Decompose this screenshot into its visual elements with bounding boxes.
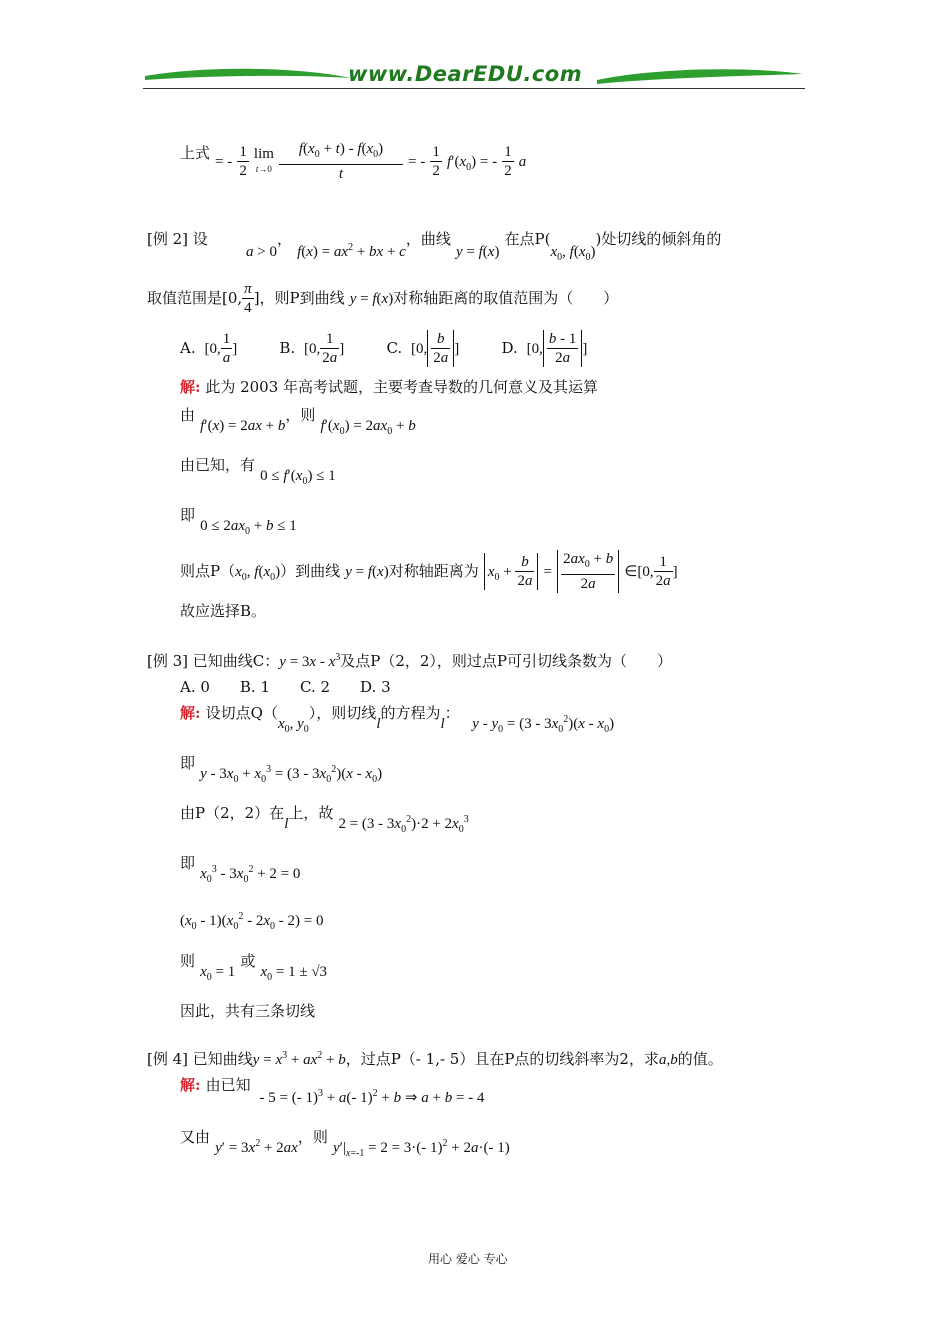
example-3-options[interactable]: A. 0 B. 1 C. 2 D. 3 (180, 678, 391, 696)
example-3-conclusion: 因此，共有三条切线 (180, 1002, 316, 1020)
example-2-answer: 故应选择B。 (180, 602, 267, 620)
example-2-solution-intro: 解: 此为 2003 年高考试题，主要考查导数的几何意义及其运算 (180, 378, 599, 396)
example-2-solution-ineq: 即 $0 \le 2ax_0 + b \le 1$ (180, 506, 297, 537)
example-3-heading: [例 3] 已知曲线C：$y = 3x - x^3$及点P（2，2），则过点P可引切线条数为（ ） (147, 652, 673, 670)
example-2-condition: a > 0， $f(x) = ax^2$ + bx + c，曲线 y = f(x) 在点$P(x_0$, $f(x_0)$)处切线的倾斜角的 (246, 230, 722, 263)
text-line: 上式 (180, 144, 211, 162)
example-3-solution-2: 即 $y - 3x_0 + x_0^3 = (3 - 3x_0^2)(x - x_0)$ (180, 754, 383, 785)
leaf-swoosh-left-icon (143, 64, 353, 88)
example-2-range: 取值范围是[0, $\frac{\pi}{4}$ ]，则P到曲线 y = f(x)对称轴距离的取值范围为（ ） (147, 281, 619, 316)
site-title[interactable]: www.DearEDU.com (348, 62, 583, 86)
header-banner (143, 60, 805, 90)
option-a[interactable]: A. (180, 339, 196, 357)
example-2-solution-derivative: 由 f′(x) = 2ax + b，则 $f'(x_0) = 2ax_0 + b$ (180, 406, 416, 437)
example-2-solution-known: 由已知，有 $0 \le f'(x_0) \le 1$ (180, 456, 336, 487)
example-3-solution-tangent: 解: 设切点$Q(x_0$, $y_0$），则切线l的方程为l： $y - y_0 = (3 - 3x_0^2)(x - x_0)$ (180, 704, 615, 735)
example-2-heading: [例 2] 设 (147, 230, 208, 248)
option-c[interactable]: C. (386, 339, 403, 357)
example-4-solution-1: 解: 由已知 - 5 = (- 1)$^3$ + a(- 1)$^2$ + b ⇒ a + b = - 4 (180, 1076, 485, 1106)
example-4-solution-2: 又由 $y' = 3x^2 + 2ax$，则 $y'|_{x=-1} = 2 = 3\cdot(-$ 1)$^2$ + 2a·(- 1) (180, 1128, 510, 1159)
leaf-swoosh-right-icon (595, 64, 805, 88)
example-4-heading: [例 4] 已知曲线$y = x^3 + ax^2 + b$，过点P（- 1,- 5）且在P点的切线斜率为2，求a,b的值。 (147, 1050, 723, 1068)
option-b[interactable]: B. (279, 339, 296, 357)
option-d[interactable]: D. (501, 339, 518, 357)
example-2-options: A. [0, $\frac{1}{a}$ ] B. [0, $\frac{1}{2a}$ ] C. [0, $\frac{b}{2a}$ ] D. [0, $\frac{b - 1}{2a}$ ] (180, 331, 588, 366)
example-3-solution-4: 即 $x_0^3 - 3x_0^2 + 2 = 0$ (180, 854, 301, 885)
example-3-solution-3: 由P（2，2）在l上，故 $2 = (3 - 3x_0^2)\cdot 2 + 2x_0^3$ (180, 804, 469, 835)
example-3-solution-5: $(x_0 - 1)(x_0^2 - 2x_0 - 2) = 0$ (180, 911, 324, 932)
footer-slogan: 用心 爱心 专心 (428, 1252, 508, 1266)
example-3-solution-6: 则 $x_0 = 1$ 或 $x_0 = 1 \pm √3$ (180, 952, 328, 983)
formula-limit: = - $\frac{1}{2}$ lim t→0 $\frac{f(x_0 + t) - f(x_0)}{t}$ = - $\frac{1}{2}$ $f'(x_0)$ = - $\frac{1}{2}$ a (215, 141, 527, 182)
header-rule (143, 88, 805, 89)
example-2-solution-distance: 则点$P(x_0$, $f(x_0)$）到曲线 y = f(x)对称轴距离为 $x_0$ + $\frac{b}{2a}$ = $\frac{2ax_0 + b}{2a}$ ∈[0, $\frac{1}{2a}$ ] (180, 551, 678, 592)
